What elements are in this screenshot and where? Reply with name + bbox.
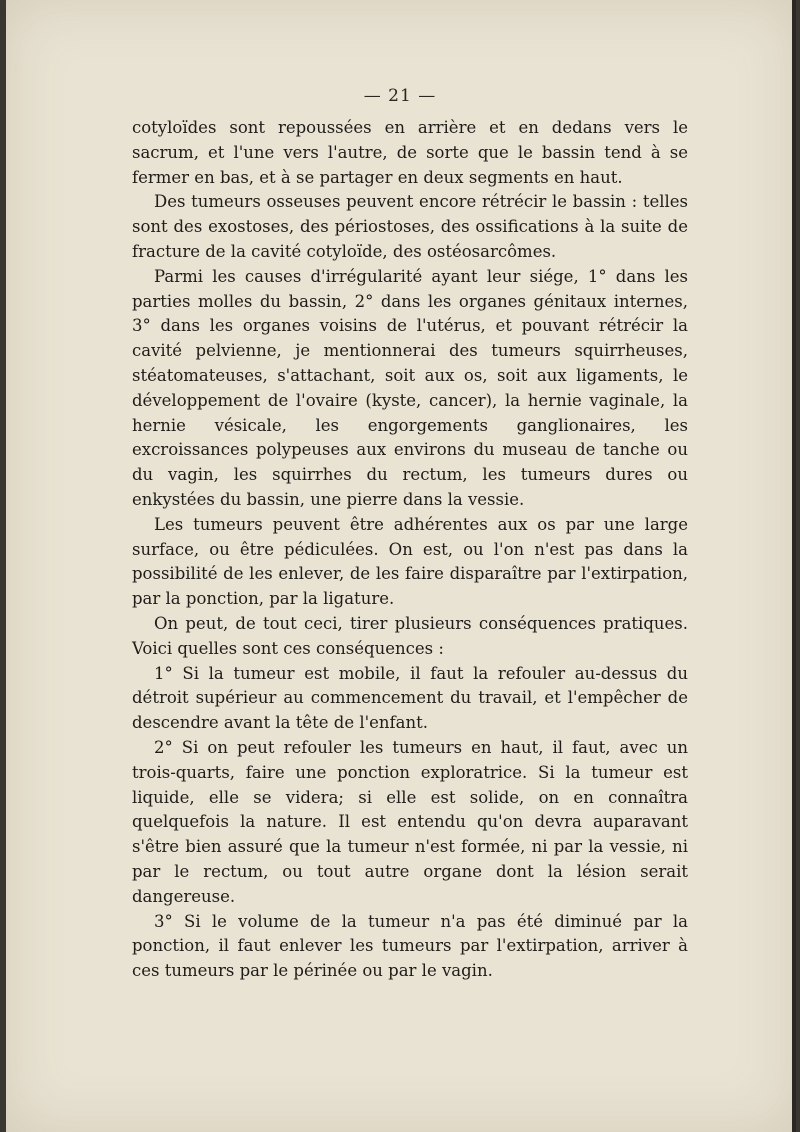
- body-text: [132, 116, 688, 984]
- paragraph: 1° Si la tumeur est mobile, il faut la refouler au-dessus du détroit supérieur au commencement du travail, et l'empêcher de descendre avant la tête de l'enfant.: [132, 663, 688, 733]
- paragraph: Parmi les causes d'irrégularité ayant leur siége, 1° dans les parties molles du bassin, 2° dans les organes génitaux internes, 3° dans les organes voisins de l'utérus, et pouvant rétrécir la cavité pelvienne, je mentionnerai des tumeurs squirrheuses, stéatomateuses, s'attachant, soit aux os, soit aux ligaments, le développement de l'ovaire (kyste, cancer), la hernie vaginale, la hernie vésicale, les engorgements ganglionaires, les excroissances polypeuses aux environs du museau de tanche ou du vagin, les squirrhes du rectum, les tumeurs dures ou enkystées du bassin, une pierre dans la vessie.: [132, 266, 688, 509]
- page-number: — 21 —: [363, 86, 437, 106]
- paragraph: 3° Si le volume de la tumeur n'a pas été diminué par la ponction, il faut enlever les tumeurs par l'extirpation, arriver à ces tumeurs par le périnée ou par le vagin.: [132, 911, 688, 981]
- paragraph: Les tumeurs peuvent être adhérentes aux os par une large surface, ou être pédiculées. On est, ou l'on n'est pas dans la possibilité de les enlever, de les faire disparaître par l'extirpation, par la ponction, par la ligature.: [132, 514, 688, 609]
- paragraph: On peut, de tout ceci, tirer plusieurs conséquences pratiques. Voici quelles sont ces conséquences :: [132, 613, 688, 658]
- paragraph: 2° Si on peut refouler les tumeurs en haut, il faut, avec un trois-quarts, faire une ponction exploratrice. Si la tumeur est liquide, elle se videra; si elle est solide, on en connaîtra quelquefois la nature. Il est entendu qu'on devra auparavant s'être bien assuré que la tumeur n'est formée, ni par la vessie, ni par le rectum, ou tout autre organe dont la lésion serait dangereuse.: [132, 737, 688, 906]
- paragraph: cotyloïdes sont repoussées en arrière et en dedans vers le sacrum, et l'une vers l'autre, de sorte que le bassin tend à se fermer en bas, et à se partager en deux segments en haut.: [132, 118, 688, 187]
- page-edge: [792, 0, 796, 1132]
- paragraph: Des tumeurs osseuses peuvent encore rétrécir le bassin : telles sont des exostoses, des périostoses, des ossifications à la suite de fracture de la cavité cotyloïde, des ostéosarcômes.: [132, 192, 688, 261]
